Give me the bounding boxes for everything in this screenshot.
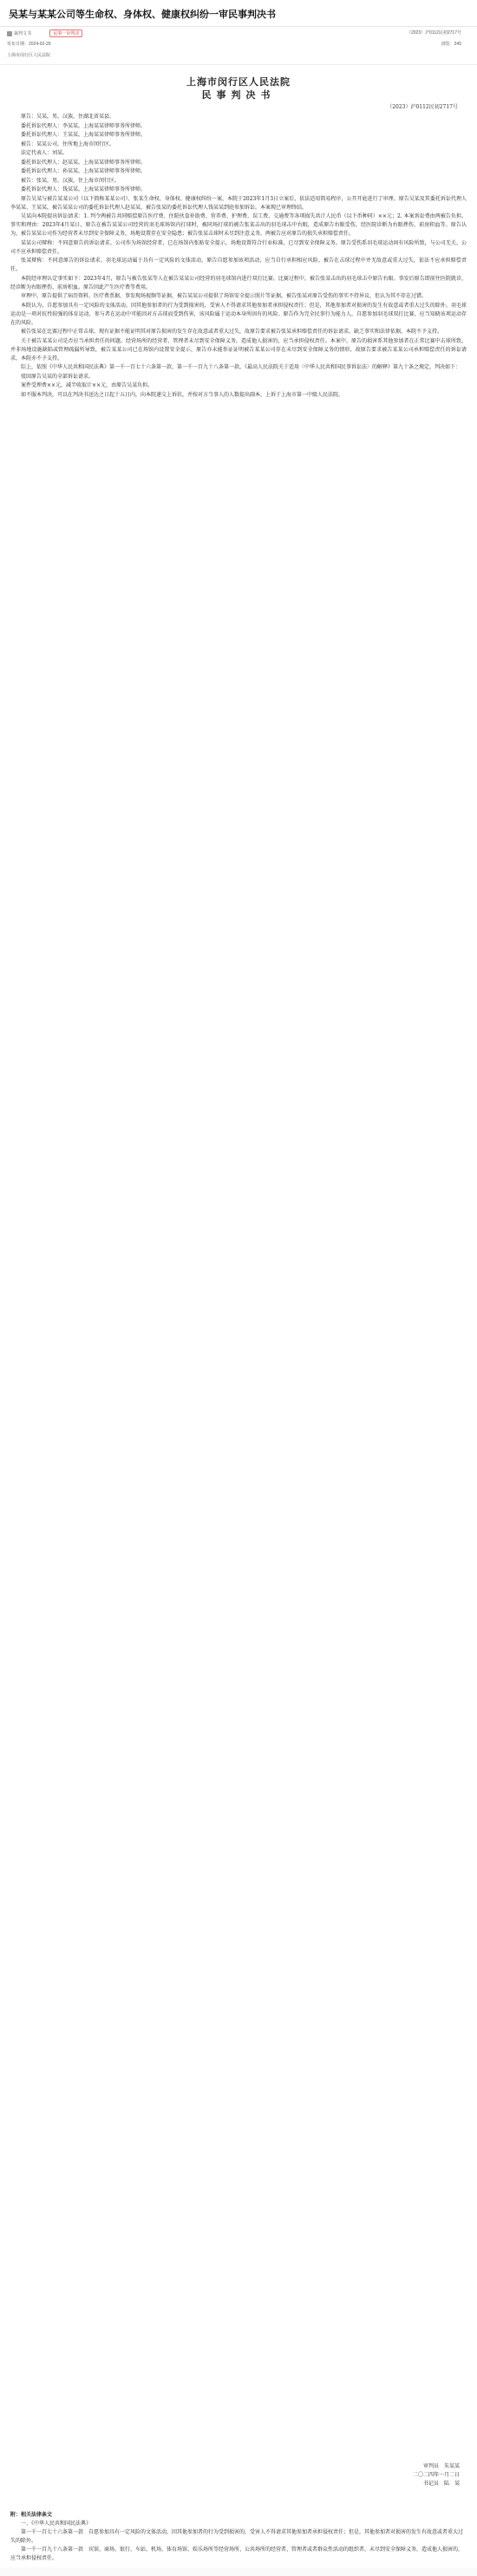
meta-row-3 [7, 52, 470, 61]
paragraph: 综上，依照《中华人民共和国民法典》第一千一百七十六条第一款、第一千一百九十八条第一款，《最高人民法院关于适用〈中华人民共和国民事诉讼法〉的解释》第九十条之规定，判决如下： [21, 364, 461, 370]
source-label: 裁判文书 [7, 31, 40, 36]
title-bar [0, 0, 477, 27]
publish-date: 发布日期：2024-02-29 [7, 42, 51, 47]
paragraph: 如不服本判决，可以在判决书送达之日起十五日内，向本院递交上诉状，并按对方当事人的人数提出副本，上诉于上海市第一中级人民法院。 [21, 391, 344, 398]
appendix-heading: 附：相关法律条文 [10, 2512, 53, 2518]
meta-row-2 [7, 41, 470, 49]
paragraph: 委托诉讼代理人：赵某某，上海某某律师事务所律师。 [21, 159, 147, 166]
paragraph: 委托诉讼代理人：王某某，上海某某律师事务所律师。 [21, 132, 147, 138]
clerk-name: 书记员 陆 某 [422, 2481, 460, 2487]
appendix-line: 第一千一百七十六条第一款 自愿参加具有一定风险的文体活动，因其他参加者的行为受到损害的，受害人不得请求其他参加者承担侵权责任；但是，其他参加者对损害的发生有故意或者重大过失的除外。 [10, 2529, 464, 2544]
court-label: 上海市闵行区人民法院 [7, 53, 51, 58]
page-title: 吴某与某某公司等生命权、身体权、健康权纠纷一审民事判决书 [9, 10, 276, 20]
judgment-body [10, 113, 467, 400]
appendix [10, 2511, 467, 2563]
paragraph: 委托诉讼代理人：李某某，上海某某律师事务所律师。 [21, 122, 147, 129]
court-name: 上海市闵行区人民法院 [186, 76, 291, 88]
meta-bar [0, 26, 477, 65]
paragraph: 法定代表人：刘某。 [21, 150, 69, 156]
judge-name: 审判员 朱某某 [422, 2463, 460, 2469]
document-type: 民事判决书 [201, 89, 276, 101]
appendix-line: 第一千一百九十八条第一款 宾馆、商场、银行、车站、机场、体育场馆、娱乐场所等经营场所、公共场所的经营者、管理者或者群众性活动的组织者，未尽到安全保障义务，造成他人损害的，应当承担侵权责任。 [10, 2547, 464, 2561]
views-count: 浏览：245 [441, 42, 461, 47]
paragraph: 驳回原告吴某的全部诉讼请求。 [21, 373, 95, 380]
paragraph: 委托诉讼代理人：钱某某，上海某某律师事务所律师。 [21, 186, 147, 192]
paragraph: 被告：张某，男，汉族，住上海市闵行区。 [21, 177, 121, 184]
appendix-line: 一、《中华人民共和国民法典》 [21, 2521, 92, 2527]
case-type-tag[interactable]: 民事一审判决 [49, 29, 82, 37]
paragraph: 张某辩称：不同意原告的诉讼请求。羽毛球运动属于具有一定风险的文体活动，原告自愿参加该项活动，应当自行承担相应风险。被告在击球过程中并无故意或重大过失，依法不应承担赔偿责任。 [10, 258, 467, 272]
paragraph: 被告：某某公司，住所地上海市闵行区。 [21, 140, 115, 147]
document-case-number: （2023）沪0112民初2717号 [387, 104, 458, 110]
paragraph: 吴某向本院提出诉讼请求：1. 判令两被告共同赔偿原告医疗费、住院伙食补助费、营养费、护理费、误工费、交通费等各项损失共计人民币（以下币种同）××元；2. 本案诉讼费由两被告负担。事实和理由：2023年4月某日，原告在被告某某公司经营的羽毛球场馆内打球时，被同场打球的被告张某击出的羽毛球击中右眼，造成原告右眼受伤，经医院诊断为右眼挫伤、前房积血等。原告认为，被告某某公司作为经营者未尽到安全保障义务，场地设置存在安全隐患；被告张某击球时未尽到注意义务，两被告应对原告的损失承担赔偿责任。 [10, 213, 467, 237]
paragraph: 原告：吴某，男，汉族，住湖北省某县。 [21, 114, 115, 120]
paragraph: 某某公司辩称：不同意原告的诉讼请求。公司作为场馆经营者，已在场馆内张贴安全提示，场地设置符合行业标准，已尽到安全保障义务。原告受伤系羽毛球运动固有风险所致，与公司无关，公司不应承担赔偿责任。 [10, 239, 467, 255]
signature-block [338, 2462, 460, 2488]
paragraph: 关于被告某某公司是否应当承担责任的问题。经营场所的经营者、管理者未尽到安全保障义务，造成他人损害的，应当承担侵权责任。本案中，原告的损害系其他参加者在正常比赛中击球所致，并非场地设施缺陷或管理疏漏所导致，被告某某公司已在场馆内设置安全提示，原告亦未能举证证明被告某某公司存在未尽到安全保障义务的情形，故原告要求被告某某公司承担赔偿责任的诉讼请求，本院亦不予支持。 [10, 337, 467, 362]
judgment-date: 二〇二四年一月二日 [412, 2472, 460, 2478]
paragraph: 被告张某在比赛过程中正常击球，现有证据不能证明其对原告损害的发生存在故意或者重大过失，故原告要求被告张某承担赔偿责任的诉讼请求，缺乏事实和法律依据，本院不予支持。 [21, 329, 443, 335]
paragraph: 审理中，原告提供了病历资料、医疗费票据、事发现场视频等证据，被告某某公司提供了场馆安全提示照片等证据，被告张某对原告受伤的事实不持异议，但认为其不存在过错。 [21, 293, 428, 299]
page-footer [0, 2567, 477, 2576]
case-number: （2023）沪0112民初2717号 [407, 30, 461, 36]
paragraph: 原告吴某与被告某某公司（以下简称某某公司）、张某生命权、身体权、健康权纠纷一案，本院于2023年1月3日立案后，依法适用简易程序，公开开庭进行了审理。原告吴某及其委托诉讼代理人李某某、王某某，被告某某公司的委托诉讼代理人赵某某，被告张某的委托诉讼代理人钱某某到庭参加诉讼。本案现已审理终结。 [10, 195, 467, 211]
paragraph: 案件受理费××元，减半收取计××元，由原告吴某负担。 [21, 382, 154, 388]
document-icon [7, 31, 12, 36]
meta-row-1 [7, 29, 470, 38]
paragraph: 本院经审理认定事实如下：2023年4月，原告与被告张某等人在被告某某公司经营的羽毛球馆内进行双打比赛。比赛过程中，被告张某击出的羽毛球击中原告右眼。事发后原告即前往医院就诊，经诊断为右眼挫伤、前房积血。原告因此产生医疗费等费用。 [10, 275, 467, 290]
paragraph: 委托诉讼代理人：孙某某，上海某某律师事务所律师。 [21, 168, 147, 174]
paragraph: 本院认为，自愿参加具有一定风险的文体活动，因其他参加者的行为受到损害的，受害人不得请求其他参加者承担侵权责任；但是，其他参加者对损害的发生有故意或者重大过失的除外。羽毛球运动是一项对抗性较强的体育运动，参与者在运动中可能因对方击球而受到伤害，该风险属于运动本身所固有的风险。原告作为完全民事行为能力人，自愿参加羽毛球双打比赛，应当知晓该项运动存在的风险。 [10, 302, 467, 326]
